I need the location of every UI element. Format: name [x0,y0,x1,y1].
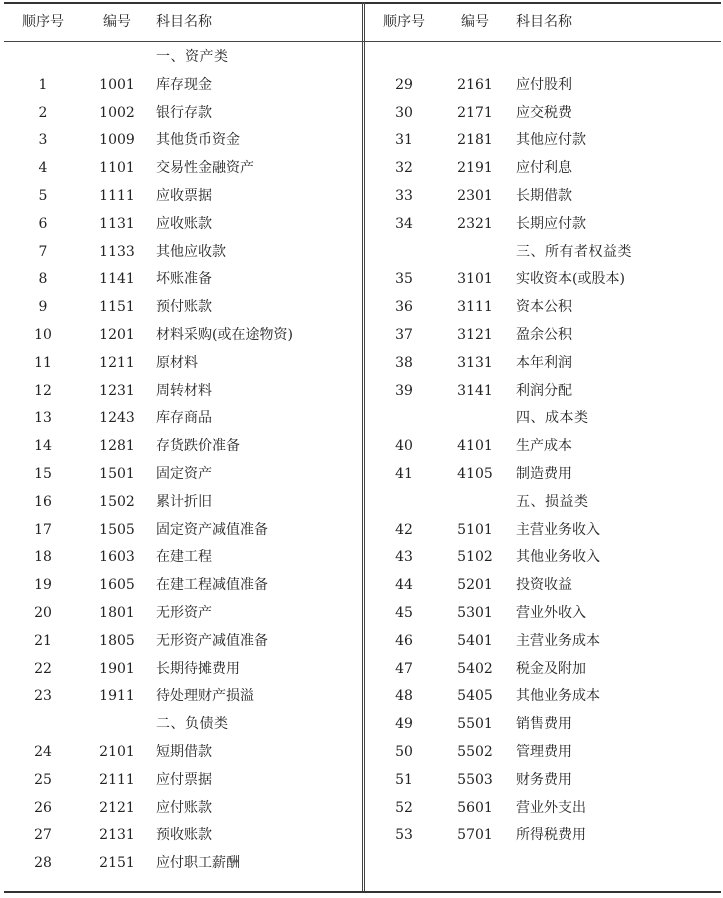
seq-cell: 32 [395,160,413,177]
header-code: 编号 [461,14,489,30]
name-cell: 制造费用 [516,465,572,482]
name-cell: 银行存款 [156,104,212,121]
name-cell: 待处理财产损溢 [156,688,254,705]
name-cell: 库存现金 [156,76,212,93]
code-cell: 5301 [457,604,493,621]
code-cell: 1502 [99,493,135,510]
code-cell: 2171 [457,104,493,121]
category-row [4,44,360,72]
code-cell: 5102 [457,549,493,566]
seq-cell: 34 [395,215,413,232]
seq-cell: 5 [38,187,48,204]
name-cell: 应付股利 [516,76,572,93]
name-cell: 所得税费用 [516,827,586,844]
name-cell: 应付账款 [156,799,212,816]
code-cell: 1111 [99,187,135,204]
blank-row [366,44,721,72]
name-cell: 投资收益 [516,577,572,594]
code-cell: 2151 [99,855,135,872]
code-cell: 1801 [99,604,135,621]
table-row [4,739,360,767]
table-row [366,544,721,572]
seq-cell: 48 [395,688,413,705]
code-cell: 1002 [99,104,135,121]
seq-cell: 38 [395,354,413,371]
code-cell: 5101 [457,521,493,538]
code-cell: 5701 [457,827,493,844]
name-cell: 材料采购(或在途物资) [156,326,293,343]
seq-cell: 29 [395,76,413,93]
seq-cell: 2 [38,104,48,121]
name-cell: 无形资产 [156,604,212,621]
table-row [4,72,360,100]
code-cell: 2321 [457,215,493,232]
code-cell: 1009 [99,132,135,149]
seq-cell: 18 [34,549,52,566]
seq-cell: 50 [395,743,413,760]
table-row [366,739,721,767]
name-cell: 固定资产减值准备 [156,521,268,538]
category-label: 三、所有者权益类 [516,243,632,260]
name-cell: 在建工程减值准备 [156,577,268,594]
name-cell: 存货跌价准备 [156,438,240,455]
code-cell: 1151 [99,299,135,316]
bottom-rule [4,891,721,893]
code-cell: 1281 [99,438,135,455]
table-row [4,767,360,795]
table-row [366,600,721,628]
seq-cell: 36 [395,299,413,316]
name-cell: 其他应收款 [156,243,226,260]
name-cell: 预付账款 [156,299,212,316]
seq-cell: 41 [395,465,413,482]
seq-cell: 46 [395,632,413,649]
name-cell: 应付票据 [156,771,212,788]
seq-cell: 37 [395,326,413,343]
seq-cell: 7 [38,243,48,260]
code-cell: 1201 [99,326,135,343]
seq-cell: 43 [395,549,413,566]
table-row [4,155,360,183]
code-cell: 2131 [99,827,135,844]
table-row [4,239,360,267]
name-cell: 固定资产 [156,465,212,482]
code-cell: 1505 [99,521,135,538]
code-cell: 2101 [99,743,135,760]
table-row [4,294,360,322]
name-cell: 周转材料 [156,382,212,399]
code-cell: 1605 [99,577,135,594]
column-separator [362,2,365,891]
name-cell: 利润分配 [516,382,572,399]
table-row [366,711,721,739]
code-cell: 1805 [99,632,135,649]
name-cell: 无形资产减值准备 [156,632,268,649]
code-cell: 1141 [99,271,135,288]
code-cell: 1211 [99,354,135,371]
name-cell: 长期应付款 [516,215,586,232]
seq-cell: 31 [395,132,413,149]
seq-cell: 30 [395,104,413,121]
name-cell: 原材料 [156,354,198,371]
code-cell: 1911 [99,688,135,705]
seq-cell: 42 [395,521,413,538]
seq-cell: 3 [38,132,48,149]
table-row [4,322,360,350]
seq-cell: 8 [38,271,48,288]
seq-cell: 14 [34,438,52,455]
table-row [366,155,721,183]
table-row [366,266,721,294]
seq-cell: 12 [34,382,52,399]
seq-cell: 49 [395,716,413,733]
table-row [4,489,360,517]
code-cell: 2181 [457,132,493,149]
header-name: 科目名称 [516,14,572,30]
table-row [366,378,721,406]
code-cell: 2161 [457,76,493,93]
code-cell: 1231 [99,382,135,399]
name-cell: 交易性金融资产 [156,160,254,177]
code-cell: 1603 [99,549,135,566]
table-row [4,544,360,572]
code-cell: 2111 [99,771,135,788]
name-cell: 其他业务收入 [516,549,600,566]
table-row [4,461,360,489]
seq-cell: 51 [395,771,413,788]
right-header-row [366,4,721,41]
name-cell: 销售费用 [516,716,572,733]
seq-cell: 4 [38,160,48,177]
table-row [4,822,360,850]
name-cell: 其他应付款 [516,132,586,149]
seq-cell: 13 [34,410,52,427]
seq-cell: 39 [395,382,413,399]
table-row [366,433,721,461]
table-row [4,211,360,239]
seq-cell: 28 [34,855,52,872]
code-cell: 5501 [457,716,493,733]
seq-cell: 26 [34,799,52,816]
table-row [4,127,360,155]
table-row [366,72,721,100]
seq-cell: 52 [395,799,413,816]
code-cell: 3141 [457,382,493,399]
name-cell: 累计折旧 [156,493,212,510]
table-row [366,127,721,155]
category-label: 五、损益类 [516,493,589,510]
code-cell: 3131 [457,354,493,371]
code-cell: 1101 [99,160,135,177]
table-row [366,683,721,711]
name-cell: 其他货币资金 [156,132,240,149]
table-row [4,600,360,628]
name-cell: 应交税费 [516,104,572,121]
code-cell: 5401 [457,632,493,649]
header-name: 科目名称 [156,14,212,30]
seq-cell: 27 [34,827,52,844]
table-row [366,572,721,600]
seq-cell: 44 [395,577,413,594]
code-cell: 4101 [457,438,493,455]
seq-cell: 20 [34,604,52,621]
table-row [366,767,721,795]
code-cell: 1501 [99,465,135,482]
table-row [4,266,360,294]
table-row [4,350,360,378]
table-row [366,350,721,378]
code-cell: 2301 [457,187,493,204]
seq-cell: 23 [34,688,52,705]
seq-cell: 11 [34,354,52,371]
code-cell: 1133 [99,243,135,260]
name-cell: 实收资本(或股本) [516,271,625,288]
left-rows [4,44,360,878]
name-cell: 主营业务成本 [516,632,600,649]
header-code: 编号 [103,14,131,30]
seq-cell: 16 [34,493,52,510]
name-cell: 应收票据 [156,187,212,204]
table-row [366,628,721,656]
table-row [366,322,721,350]
left-header-row [4,4,360,41]
table-row [4,572,360,600]
seq-cell: 22 [34,660,52,677]
code-cell: 5601 [457,799,493,816]
category-label: 二、负债类 [156,716,229,733]
name-cell: 长期待摊费用 [156,660,240,677]
code-cell: 5502 [457,743,493,760]
seq-cell: 45 [395,604,413,621]
right-rows [366,44,721,850]
code-cell: 2121 [99,799,135,816]
name-cell: 盈余公积 [516,326,572,343]
seq-cell: 21 [34,632,52,649]
table-row [4,183,360,211]
name-cell: 长期借款 [516,187,572,204]
header-seq: 顺序号 [22,14,64,30]
code-cell: 2191 [457,160,493,177]
table-row [4,628,360,656]
table-row [4,517,360,545]
table-row [366,100,721,128]
table-row [366,822,721,850]
seq-cell: 25 [34,771,52,788]
name-cell: 应收账款 [156,215,212,232]
name-cell: 主营业务收入 [516,521,600,538]
code-cell: 1243 [99,410,135,427]
code-cell: 5503 [457,771,493,788]
seq-cell: 10 [34,326,52,343]
table-row [366,211,721,239]
table-row [366,517,721,545]
table-row [4,850,360,878]
name-cell: 财务费用 [516,771,572,788]
seq-cell: 15 [34,465,52,482]
name-cell: 坏账准备 [156,271,212,288]
table-row [4,683,360,711]
seq-cell: 9 [38,299,48,316]
name-cell: 短期借款 [156,743,212,760]
seq-cell: 40 [395,438,413,455]
category-row [366,405,721,433]
name-cell: 资本公积 [516,299,572,316]
category-row [366,239,721,267]
seq-cell: 17 [34,521,52,538]
name-cell: 营业外支出 [516,799,586,816]
code-cell: 5405 [457,688,493,705]
code-cell: 4105 [457,465,493,482]
code-cell: 3111 [457,299,493,316]
seq-cell: 6 [38,215,48,232]
seq-cell: 24 [34,743,52,760]
name-cell: 生产成本 [516,438,572,455]
name-cell: 其他业务成本 [516,688,600,705]
table-row [4,656,360,684]
seq-cell: 53 [395,827,413,844]
table-row [366,183,721,211]
table-row [4,433,360,461]
code-cell: 3101 [457,271,493,288]
category-label: 一、资产类 [156,49,229,65]
seq-cell: 19 [34,577,52,594]
category-row [4,711,360,739]
name-cell: 税金及附加 [516,660,586,677]
category-label: 四、成本类 [516,410,589,427]
code-cell: 1131 [99,215,135,232]
table-row [4,378,360,406]
seq-cell: 33 [395,187,413,204]
code-cell: 1901 [99,660,135,677]
table-row [366,656,721,684]
name-cell: 管理费用 [516,743,572,760]
table-row [366,461,721,489]
name-cell: 应付职工薪酬 [156,855,240,872]
header-seq: 顺序号 [383,14,425,30]
name-cell: 营业外收入 [516,604,586,621]
code-cell: 5201 [457,577,493,594]
seq-cell: 47 [395,660,413,677]
code-cell: 1001 [99,76,135,93]
table-row [366,294,721,322]
table-row [366,795,721,823]
seq-cell: 35 [395,271,413,288]
name-cell: 本年利润 [516,354,572,371]
table-row [4,100,360,128]
code-cell: 5402 [457,660,493,677]
name-cell: 应付利息 [516,160,572,177]
table-row [4,405,360,433]
seq-cell: 1 [38,76,48,93]
name-cell: 预收账款 [156,827,212,844]
category-row [366,489,721,517]
table-row [4,795,360,823]
name-cell: 库存商品 [156,410,212,427]
code-cell: 3121 [457,326,493,343]
name-cell: 在建工程 [156,549,212,566]
